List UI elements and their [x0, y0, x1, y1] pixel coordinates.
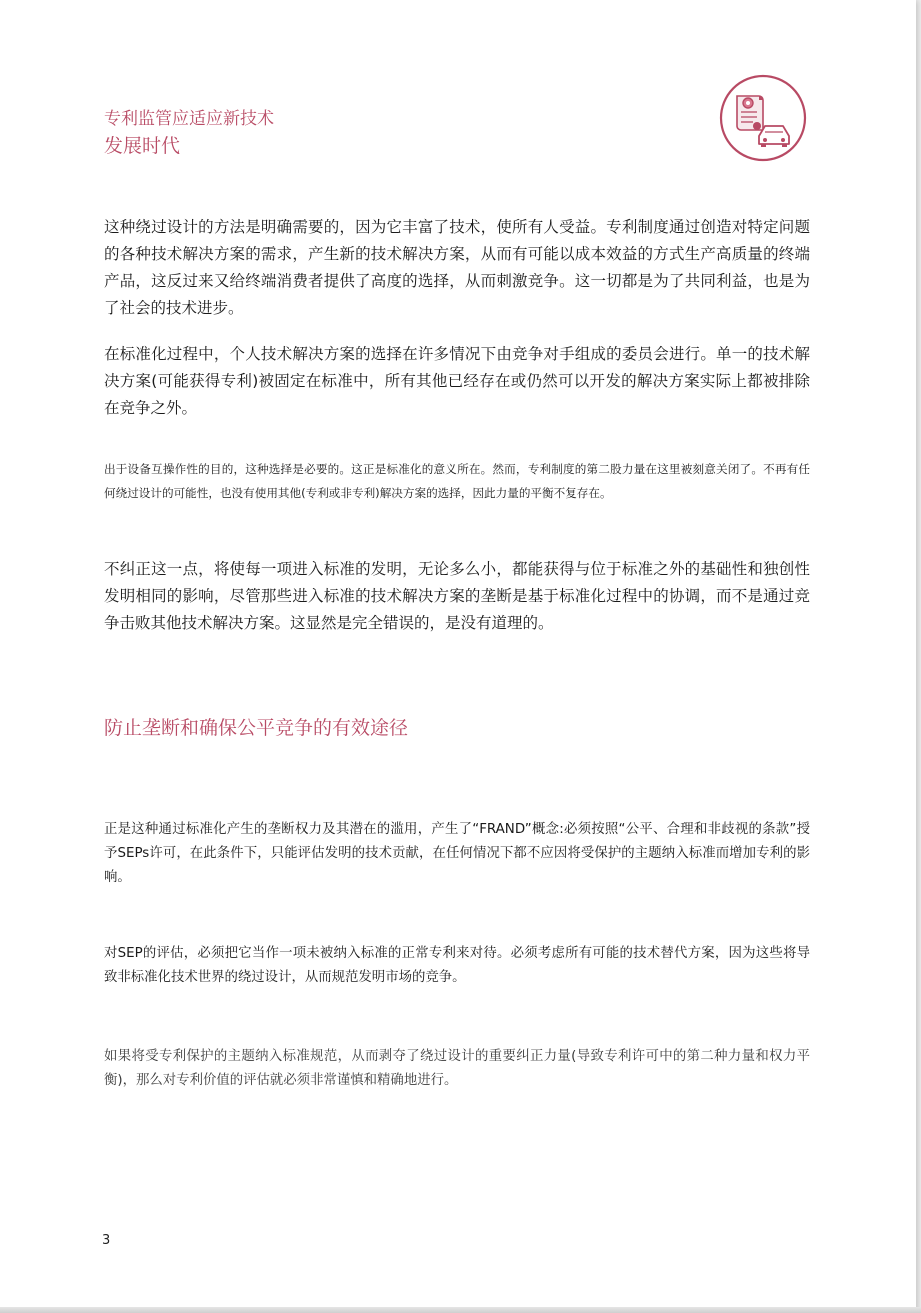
page-title-line2: 发展时代: [104, 135, 181, 157]
body-paragraph-1: 这种绕过设计的方法是明确需要的，因为它丰富了技术，使所有人受益。专利制度通过创造对特定问题的各种技术解决方案的需求，产生新的技术解决方案，从而有可能以成本效益的方式生产高质量的终端产品，这反过来又给终端消费者提供了高度的选择，从而刺激竞争。这一切都是为了共同利益，也是为了社会的技术进步。: [104, 218, 810, 317]
body-paragraph-6: 对SEP的评估，必须把它当作一项未被纳入标准的正常专利来对待。必须考虑所有可能的技术替代方案，因为这些将导致非标准化技术世界的绕过设计，从而规范发明市场的竞争。: [104, 946, 810, 985]
body-paragraph-4: 不纠正这一点，将使每一项进入标准的发明，无论多么小，都能获得与位于标准之外的基础性和独创性发明相同的影响，尽管那些进入标准的技术解决方案的垄断是基于标准化过程中的协调，而不是通过竞争击败其他技术解决方案。这显然是完全错误的，是没有道理的。: [104, 560, 810, 632]
page-bottom-edge: [0, 1307, 921, 1313]
body-paragraph-3: 出于设备互操作性的目的，这种选择是必要的。这正是标准化的意义所在。然而，专利制度的第二股力量在这里被刻意关闭了。不再有任何绕过设计的可能性，也没有使用其他(专利或非专利)解决方案的选择，因此力量的平衡不复存在。: [104, 462, 810, 500]
section-heading: 防止垄断和确保公平竞争的有效途径: [104, 717, 409, 739]
body-paragraph-2: 在标准化过程中，个人技术解决方案的选择在许多情况下由竞争对手组成的委员会进行。单一的技术解决方案(可能获得专利)被固定在标准中，所有其他已经存在或仍然可以开发的解决方案实际上都被排除在竞争之外。: [104, 345, 810, 417]
page-title: [104, 106, 274, 160]
body-paragraph-7: 如果将受专利保护的主题纳入标准规范，从而剥夺了绕过设计的重要纠正力量(导致专利许可中的第二种力量和权力平衡)，那么对专利价值的评估就必须非常谨慎和精确地进行。: [104, 1049, 810, 1088]
body-paragraph-5: 正是这种通过标准化产生的垄断权力及其潜在的滥用，产生了“FRAND”概念:必须按照“公平、合理和非歧视的条款”授予SEPs许可，在此条件下，只能评估发明的技术贡献，在任何情况下都不应因将受保护的主题纳入标准而增加专利的影响。: [104, 822, 810, 885]
page-number: 3: [102, 1233, 111, 1248]
patent-document-and-car-icon: [719, 74, 807, 162]
page-title-line1: 专利监管应适应新技术: [104, 109, 274, 129]
